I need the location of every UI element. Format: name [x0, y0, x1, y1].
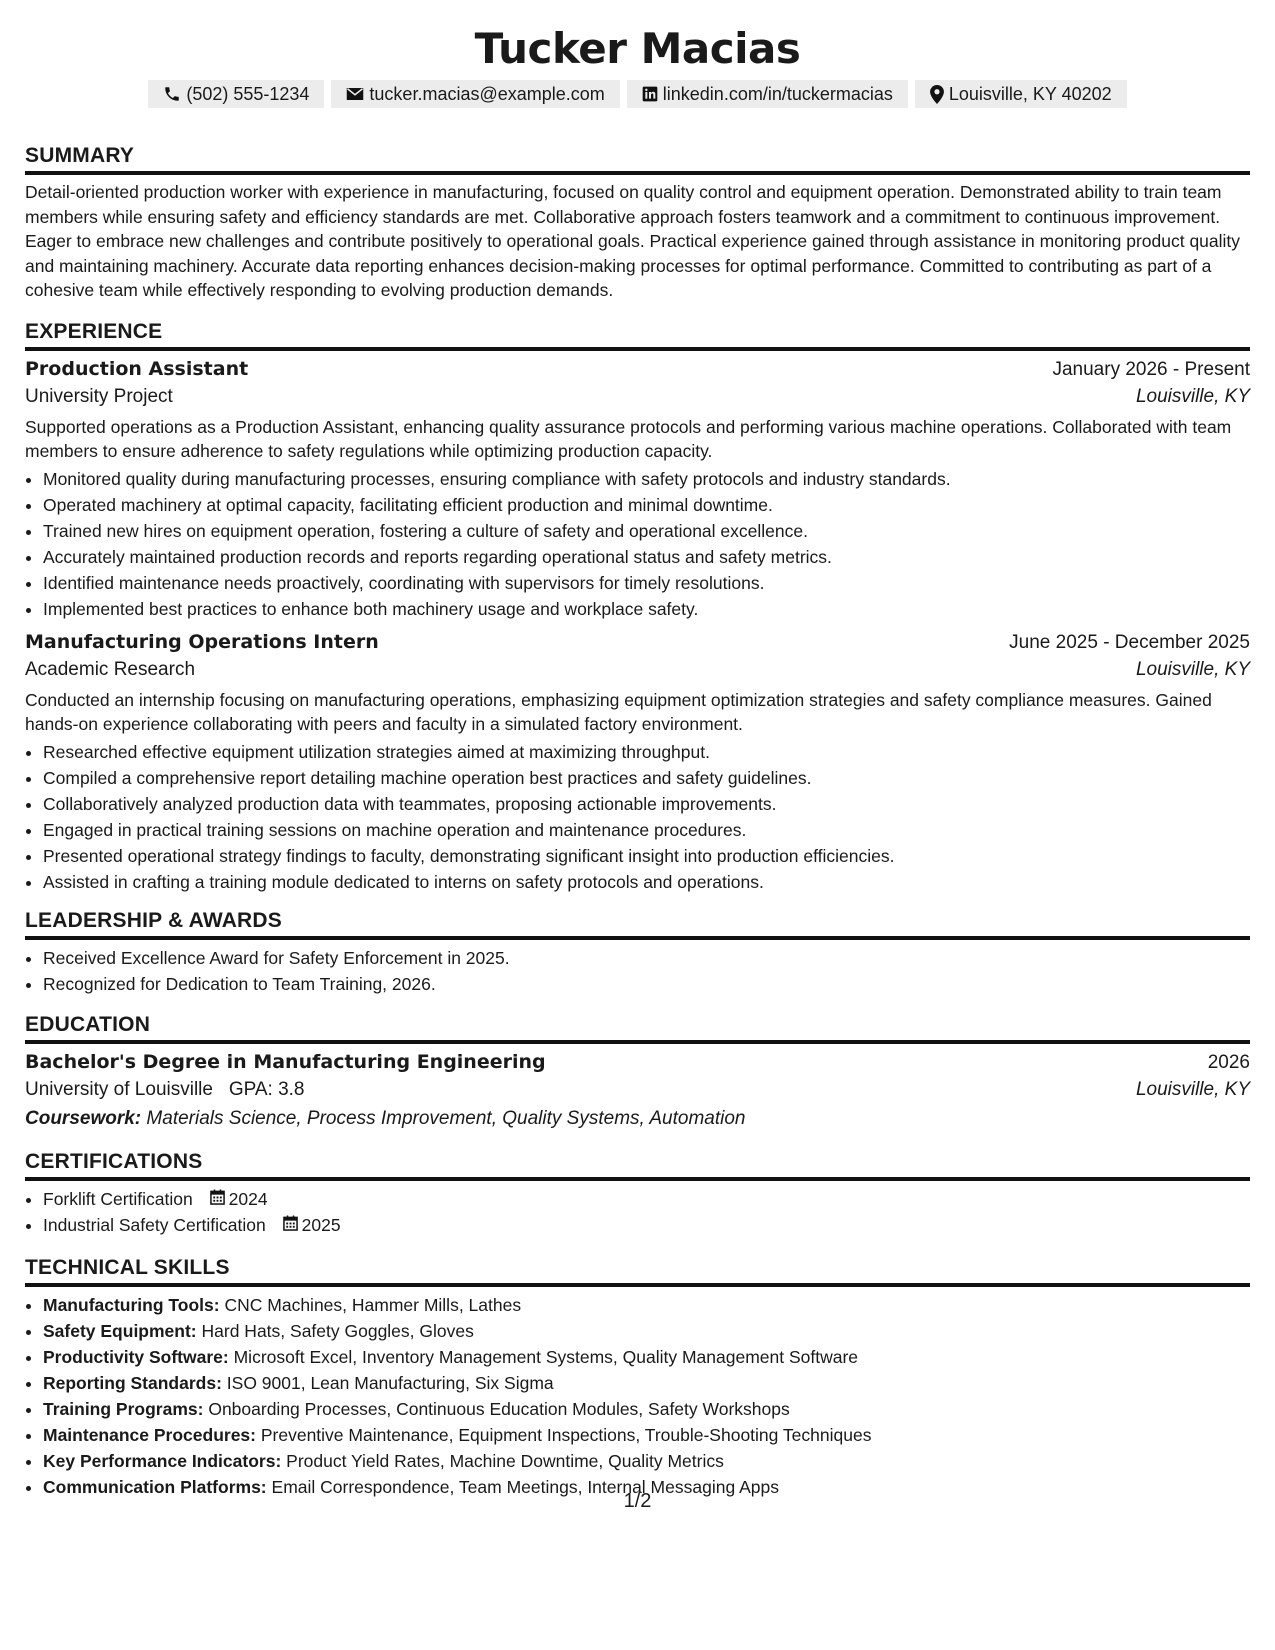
certification-name: Industrial Safety Certification	[43, 1214, 266, 1235]
linkedin-icon	[642, 86, 658, 102]
leadership-section	[25, 906, 1250, 997]
envelope-icon	[346, 86, 364, 102]
list-item: • Trained new hires on equipment operation, fostering a culture of safety and operational excellence.	[43, 518, 1250, 544]
certification-year: 2024	[228, 1188, 268, 1209]
skills-list	[25, 1292, 1250, 1500]
list-item: • Recognized for Dedication to Team Training, 2026.	[43, 971, 1250, 997]
job-title: Manufacturing Operations Intern	[25, 630, 379, 653]
list-item: • Monitored quality during manufacturing processes, ensuring compliance with safety protocols and industry standards.	[43, 466, 1250, 492]
skill-label: Communication Platforms:	[43, 1476, 267, 1497]
job-entry	[25, 358, 1250, 622]
awards-list	[25, 945, 1250, 997]
resume-page	[25, 0, 1250, 1500]
job-organization: Academic Research	[25, 658, 196, 680]
skill-value: ISO 9001, Lean Manufacturing, Six Sigma	[226, 1372, 554, 1393]
graduation-year: 2026	[1207, 1051, 1250, 1073]
job-description: Conducted an internship focusing on manufacturing operations, emphasizing equipment optimization strategies and safety compliance measures. Gained hands-on experience collaborating with peers and faculty in a simulated factory environment.	[25, 689, 1212, 734]
skill-label: Reporting Standards:	[43, 1372, 222, 1393]
skill-value: Hard Hats, Safety Goggles, Gloves	[201, 1320, 474, 1341]
list-item: • Collaboratively analyzed production data with teammates, proposing actionable improvements.	[43, 791, 1250, 817]
skill-value: Email Correspondence, Team Meetings, Internal Messaging Apps	[271, 1476, 779, 1497]
section-title-summary: SUMMARY	[25, 141, 1250, 175]
calendar-icon	[283, 1212, 298, 1238]
contact-linkedin[interactable]	[627, 80, 908, 108]
list-item: • Engaged in practical training sessions on machine operation and maintenance procedures.	[43, 817, 1250, 843]
section-title-education: EDUCATION	[25, 1010, 1250, 1044]
calendar-icon	[210, 1186, 225, 1212]
skill-value: Preventive Maintenance, Equipment Inspections, Trouble-Shooting Techniques	[260, 1424, 872, 1445]
skill-label: Safety Equipment:	[43, 1320, 197, 1341]
coursework-label: Coursework:	[25, 1107, 142, 1129]
school-name: University of Louisville	[25, 1078, 213, 1100]
skill-value: Onboarding Processes, Continuous Education Modules, Safety Workshops	[208, 1398, 790, 1419]
job-bullets	[25, 739, 1250, 895]
list-item	[43, 1344, 1250, 1370]
list-item: • Identified maintenance needs proactively, coordinating with supervisors for timely resolutions.	[43, 570, 1250, 596]
list-item	[43, 1292, 1250, 1318]
list-item	[43, 1396, 1250, 1422]
skill-label: Productivity Software:	[43, 1346, 229, 1367]
coursework	[25, 1108, 1250, 1130]
list-item	[43, 1186, 1250, 1212]
contact-email[interactable]	[331, 80, 619, 108]
list-item	[43, 1318, 1250, 1344]
school-info	[25, 1079, 305, 1101]
list-item: • Presented operational strategy findings to faculty, demonstrating significant insight into production efficiencies.	[43, 843, 1250, 869]
contact-location-text: Louisville, KY 40202	[948, 84, 1112, 104]
certifications-list	[25, 1186, 1250, 1238]
skill-label: Manufacturing Tools:	[43, 1294, 220, 1315]
location-pin-icon	[930, 85, 944, 104]
summary-text: Detail-oriented production worker with experience in manufacturing, focused on quality control and equipment operation. Demonstrated ability to train team members while ensuring safety and efficiency standards are met. Collaborative approach fosters teamwork and a commitment to continuous improvement. Eager to embrace new challenges and contribute positively to operational goals. Practical experience gained through assistance in monitoring product quality and maintaining machinery. Accurate data reporting enhances decision-making processes for optimal performance. Committed to contributing as part of a cohesive team while effectively responding to evolving production demands.	[25, 182, 1241, 300]
education-section	[25, 1010, 1250, 1130]
school-location: Louisville, KY	[1135, 1078, 1250, 1100]
section-title-leadership: LEADERSHIP & AWARDS	[25, 906, 1250, 940]
phone-icon	[163, 85, 181, 103]
skill-label: Training Programs:	[43, 1398, 204, 1419]
job-title: Production Assistant	[25, 357, 249, 380]
list-item	[43, 1422, 1250, 1448]
candidate-name: Tucker Macias	[474, 24, 801, 73]
list-item: • Accurately maintained production records and reports regarding operational status and safety metrics.	[43, 544, 1250, 570]
contact-email-text: tucker.macias@example.com	[369, 84, 605, 104]
section-title-skills: TECHNICAL SKILLS	[25, 1253, 1250, 1287]
skill-value: Product Yield Rates, Machine Downtime, Quality Metrics	[286, 1450, 724, 1471]
skill-value: CNC Machines, Hammer Mills, Lathes	[224, 1294, 522, 1315]
job-location: Louisville, KY	[1135, 385, 1250, 407]
job-organization: University Project	[25, 385, 173, 407]
certifications-section	[25, 1147, 1250, 1238]
list-item: • Received Excellence Award for Safety Enforcement in 2025.	[43, 945, 1250, 971]
certification-year: 2025	[301, 1214, 341, 1235]
list-item	[43, 1370, 1250, 1396]
section-title-experience: EXPERIENCE	[25, 317, 1250, 351]
list-item: • Assisted in crafting a training module dedicated to interns on safety protocols and operations.	[43, 869, 1250, 895]
contact-location	[915, 80, 1127, 108]
list-item: • Compiled a comprehensive report detailing machine operation best practices and safety guidelines.	[43, 765, 1250, 791]
list-item: • Researched effective equipment utilization strategies aimed at maximizing throughput.	[43, 739, 1250, 765]
job-date: June 2025 - December 2025	[1009, 631, 1250, 653]
list-item	[43, 1448, 1250, 1474]
contact-bar	[25, 80, 1250, 108]
skill-value: Microsoft Excel, Inventory Management Systems, Quality Management Software	[233, 1346, 859, 1367]
job-entry	[25, 631, 1250, 895]
section-title-certifications: CERTIFICATIONS	[25, 1147, 1250, 1181]
page-indicator: 1/2	[623, 1490, 652, 1512]
list-item: • Implemented best practices to enhance both machinery usage and workplace safety.	[43, 596, 1250, 622]
experience-section	[25, 317, 1250, 895]
list-item: • Operated machinery at optimal capacity, facilitating efficient production and minimal downtime.	[43, 492, 1250, 518]
skills-section	[25, 1253, 1250, 1500]
job-bullets	[25, 466, 1250, 622]
degree-title: Bachelor's Degree in Manufacturing Engineering	[25, 1050, 546, 1073]
gpa: GPA: 3.8	[228, 1078, 305, 1100]
job-description: Supported operations as a Production Assistant, enhancing quality assurance protocols and performing various machine operations. Collaborated with team members to ensure adherence to safety regulations while optimizing production capacity.	[25, 416, 1232, 461]
certification-name: Forklift Certification	[43, 1188, 193, 1209]
skill-label: Key Performance Indicators:	[43, 1450, 282, 1471]
job-location: Louisville, KY	[1135, 658, 1250, 680]
contact-phone-text: (502) 555-1234	[186, 84, 310, 104]
coursework-list: Materials Science, Process Improvement, Quality Systems, Automation	[146, 1107, 746, 1129]
contact-phone[interactable]	[148, 80, 324, 108]
job-date: January 2026 - Present	[1052, 358, 1250, 380]
contact-linkedin-text: linkedin.com/in/tuckermacias	[662, 84, 893, 104]
skill-label: Maintenance Procedures:	[43, 1424, 256, 1445]
summary-section	[25, 141, 1250, 303]
list-item	[43, 1212, 1250, 1238]
